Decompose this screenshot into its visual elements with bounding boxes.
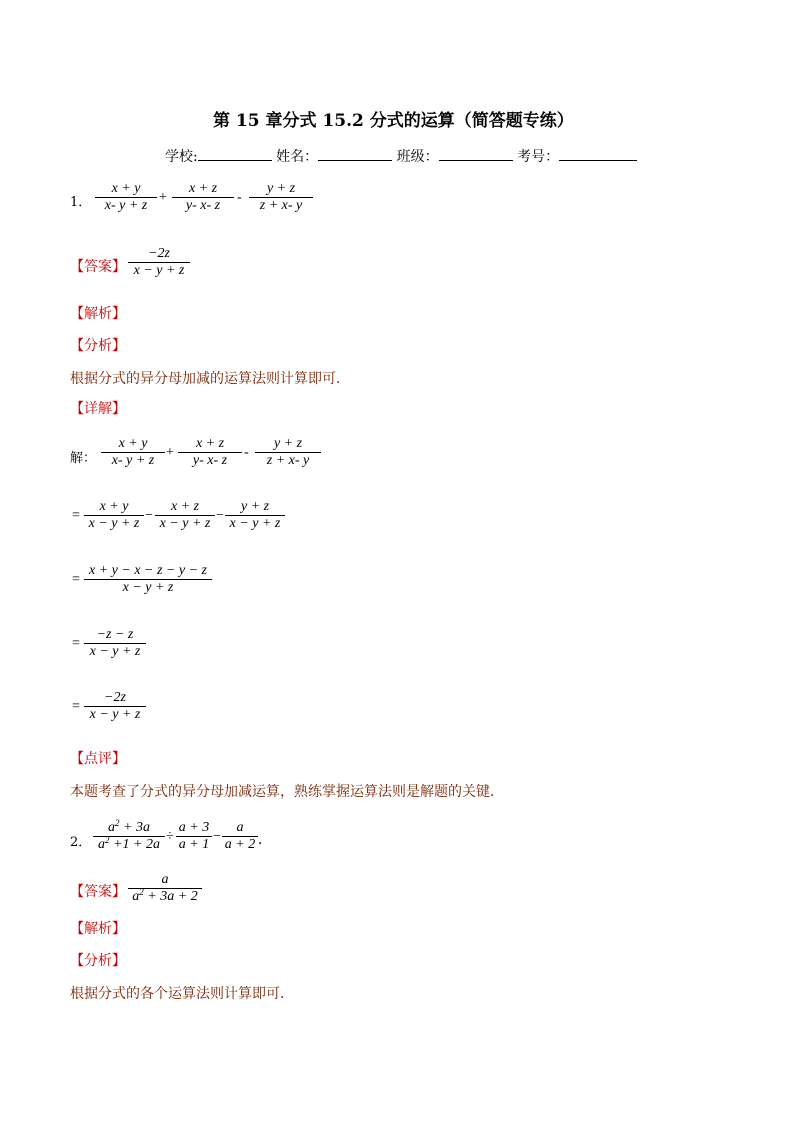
denominator: a + 1 (176, 836, 212, 853)
comment-label: 【点评】 (70, 751, 126, 767)
numerator: x + y (111, 181, 141, 196)
school-blank[interactable] (198, 146, 272, 161)
numerator: $a^2 + 3a$ (108, 818, 150, 835)
detail-label: 【详解】 (70, 401, 126, 417)
denominator: y- x- z (178, 452, 242, 469)
divide-operator: ÷ (166, 829, 174, 844)
numerator: −2z (148, 246, 170, 261)
answer-label: 【答案】 (70, 259, 126, 275)
denominator: x − y + z (155, 515, 215, 532)
numerator: a + 3 (178, 820, 210, 835)
equals-sign: = (72, 572, 80, 587)
numerator: x + y (99, 499, 129, 514)
q2-fraction-1 (93, 820, 165, 853)
step1-fraction-1 (84, 499, 144, 532)
denominator: x − y + z (128, 262, 190, 279)
numerator: x + y − x − z − y − z (89, 563, 207, 578)
equals-sign: = (72, 636, 80, 651)
numerator: y + z (266, 181, 296, 196)
numerator: x + z (188, 181, 218, 196)
answer-label: 【答案】 (70, 884, 126, 900)
plus-operator: + (159, 190, 167, 205)
equals-sign: = (72, 699, 80, 714)
step0-fraction-3 (255, 436, 321, 469)
step0-fraction-1 (101, 436, 165, 469)
plus-operator: + (166, 445, 174, 460)
numerator: a (236, 820, 244, 835)
denominator: y- x- z (172, 197, 234, 214)
fenxi-text: 根据分式的异分母加减的运算法则计算即可． (70, 371, 350, 387)
denominator: z + x- y (249, 197, 313, 214)
q1-answer-fraction (128, 246, 190, 279)
denominator: a + 2 (222, 836, 258, 853)
fenxi-label: 【分析】 (70, 338, 126, 354)
name-label: 姓名： (276, 149, 319, 165)
numerator: x + z (195, 436, 225, 451)
numerator: −2z (104, 690, 126, 705)
denominator: x- y + z (101, 452, 165, 469)
step1-fraction-2 (155, 499, 215, 532)
minus-operator: - (244, 445, 249, 460)
q2-fraction-3 (222, 820, 258, 853)
exam-number-blank[interactable] (559, 146, 637, 161)
analysis-label: 【解析】 (70, 306, 126, 322)
period: ． (258, 833, 272, 848)
denominator: z + x- y (255, 452, 321, 469)
minus-operator: − (213, 829, 221, 844)
denominator: x − y + z (84, 515, 144, 532)
denominator: x − y + z (84, 579, 212, 596)
minus-operator: − (145, 508, 153, 523)
denominator: x − y + z (84, 643, 146, 660)
denominator: $a^2 +1 + 2a$ (93, 836, 165, 853)
q1-fraction-1 (95, 181, 157, 214)
step1-fraction-3 (225, 499, 285, 532)
name-blank[interactable] (318, 146, 392, 161)
denominator: x − y + z (225, 515, 285, 532)
step4-fraction (84, 690, 146, 723)
q2-fraction-2 (176, 820, 212, 853)
numerator: a (161, 872, 169, 887)
denominator: x − y + z (84, 706, 146, 723)
step3-fraction (84, 627, 146, 660)
q1-fraction-3 (249, 181, 313, 214)
q2-answer-fraction (128, 872, 202, 905)
class-label: 班级： (396, 149, 439, 165)
minus-operator: − (216, 508, 224, 523)
fenxi-label: 【分析】 (70, 953, 126, 969)
class-blank[interactable] (439, 146, 513, 161)
denominator: $a^2 + 3a + 2$ (128, 888, 202, 905)
step0-fraction-2 (178, 436, 242, 469)
comment-text: 本题考查了分式的异分母加减运算，熟练掌握运算法则是解题的关键． (70, 784, 504, 800)
denominator: x- y + z (95, 197, 157, 214)
numerator: x + y (118, 436, 148, 451)
student-info-line (165, 146, 637, 166)
solution-prefix: 解： (70, 451, 97, 466)
numerator: x + z (170, 499, 200, 514)
fenxi-text: 根据分式的各个运算法则计算即可． (70, 986, 294, 1002)
analysis-label: 【解析】 (70, 921, 126, 937)
minus-operator: - (237, 190, 242, 205)
page-title: 第 15 章分式 15.2 分式的运算（简答题专练） (213, 111, 574, 131)
q1-number: 1． (70, 195, 92, 210)
numerator: −z − z (96, 627, 134, 642)
numerator: y + z (273, 436, 303, 451)
q1-fraction-2 (172, 181, 234, 214)
school-label: 学校: (165, 149, 198, 165)
numerator: y + z (240, 499, 270, 514)
step2-fraction (84, 563, 212, 596)
q2-number: 2． (70, 835, 92, 850)
equals-sign: = (72, 508, 80, 523)
exam-number-label: 考号： (517, 149, 560, 165)
